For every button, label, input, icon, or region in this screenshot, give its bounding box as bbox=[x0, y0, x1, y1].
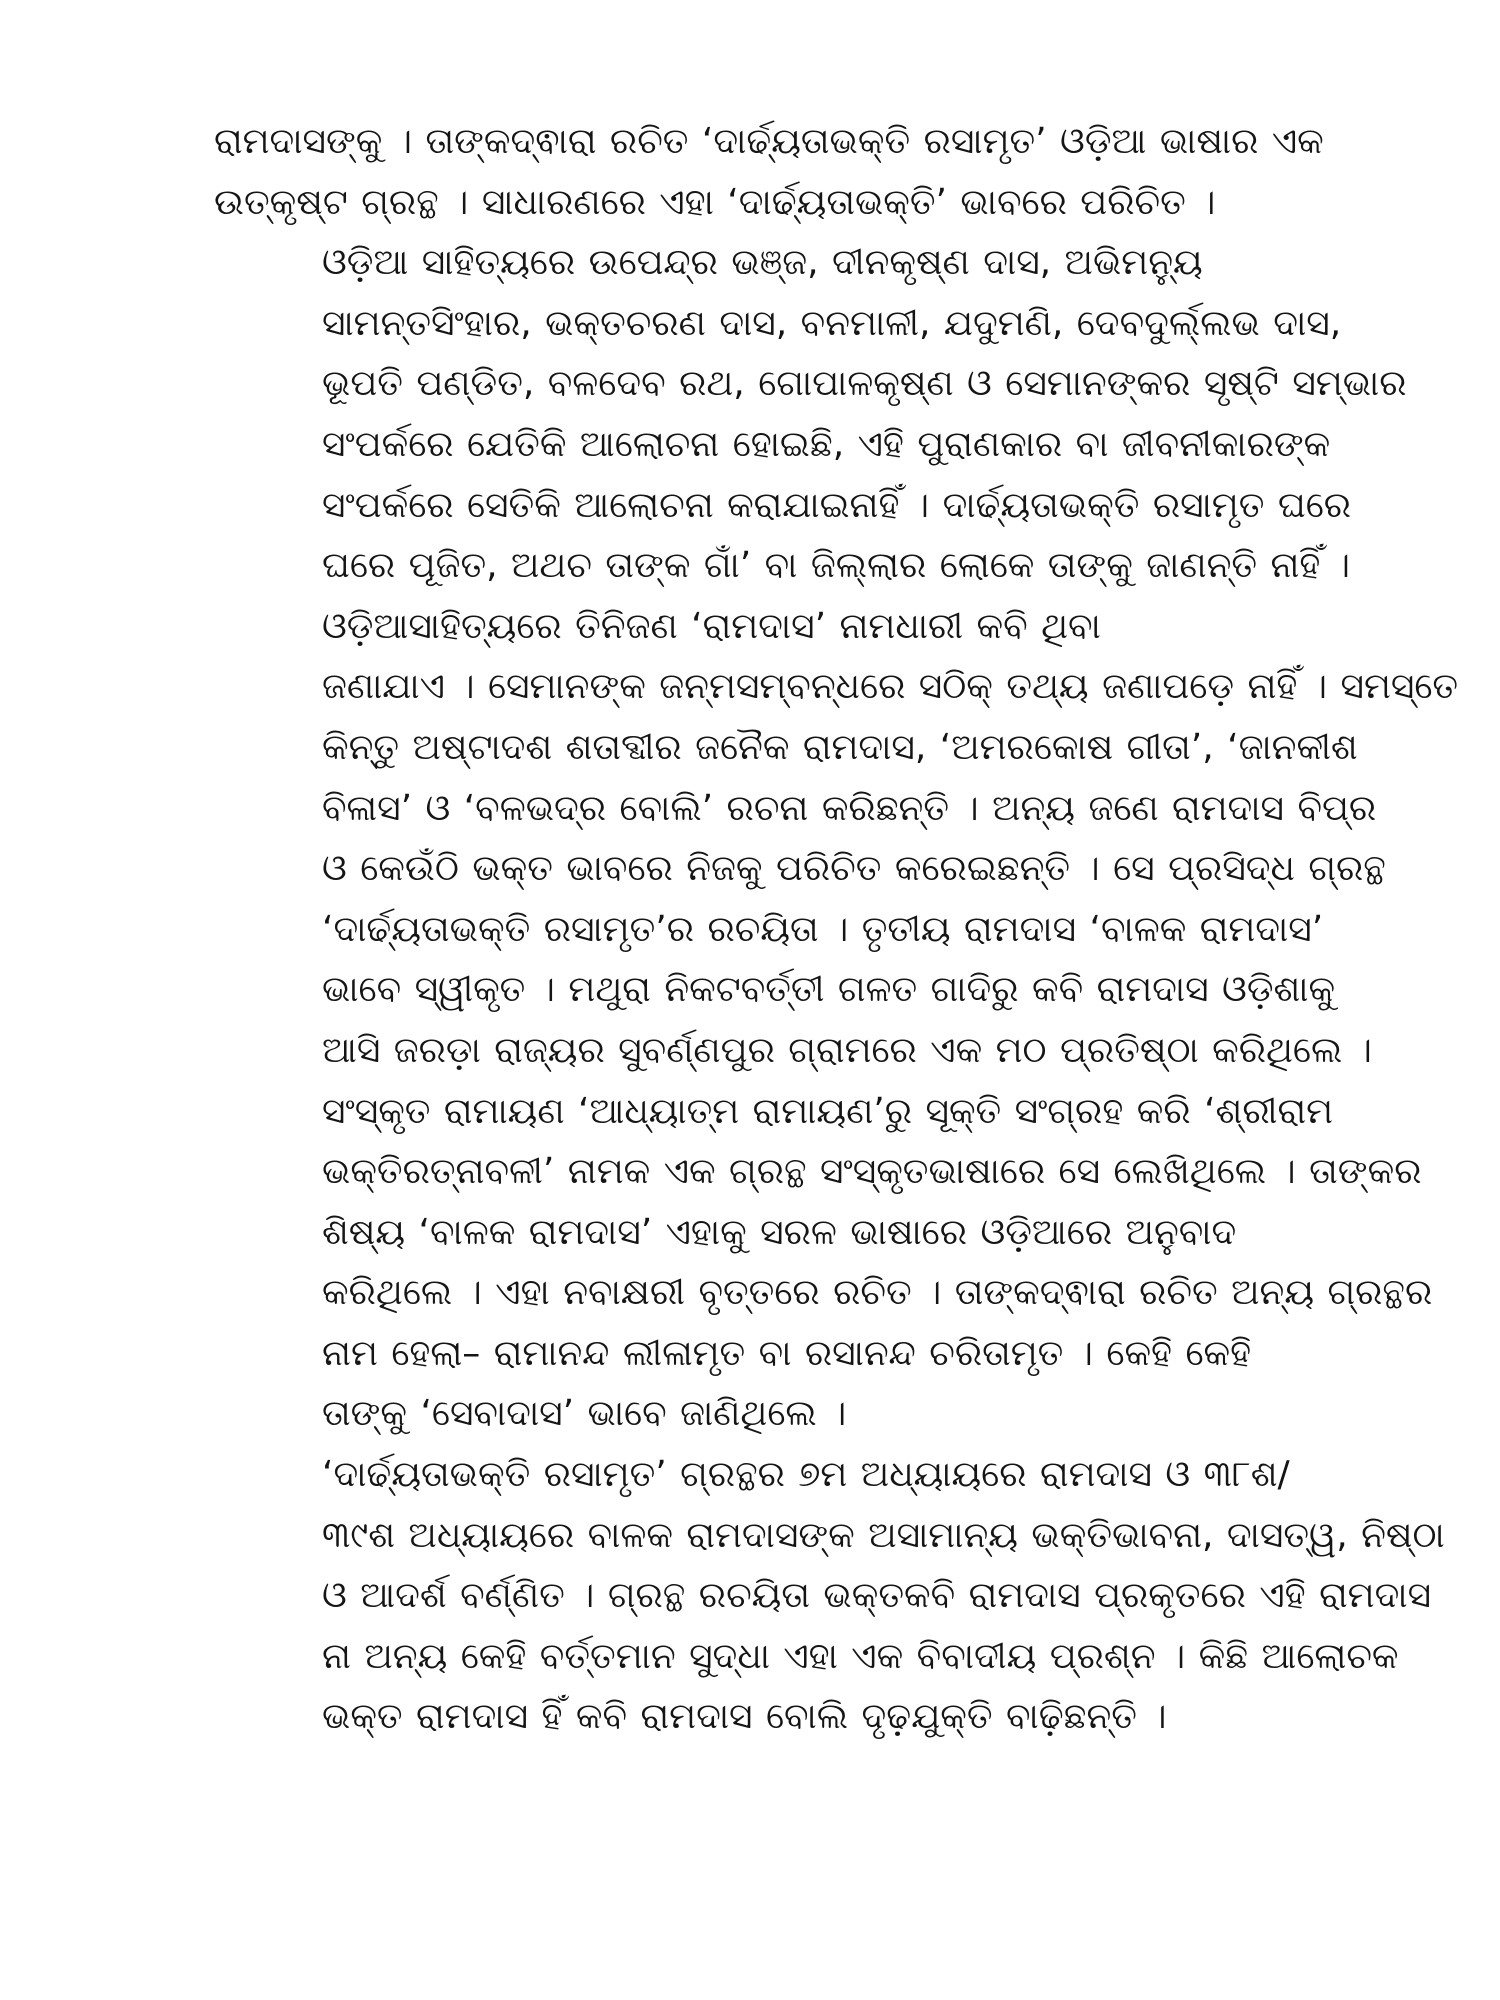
text-line: ବିଳାସ’ ଓ ‘ବଳଭଦ୍ର ବୋଲି’ ରଚନା କରିଛନ୍ତି । ଅନ୍ୟ ଜଣେ ରାମଦାସ ବିପ୍ର bbox=[322, 787, 1377, 829]
text-line: ଓ କେଉଁଠି ଭକ୍ତ ଭାବରେ ନିଜକୁ ପରିଚିତ କରେଇଛନ୍ତି । ସେ ପ୍ରସିଦ୍ଧ ଗ୍ରନ୍ଥ bbox=[322, 848, 1386, 890]
paragraph-4 bbox=[214, 1445, 1445, 1748]
text-line: ଆସି ଜରଡ଼ା ରାଜ୍ୟର ସୁବର୍ଣ୍ଣପୁର ଗ୍ରାମରେ ଏକ ମଠ ପ୍ରତିଷ୍ଠା କରିଥିଲେ । bbox=[322, 1029, 1372, 1071]
paragraph-3 bbox=[214, 597, 1459, 1445]
text-line: ଜଣାଯାଏ । ସେମାନଙ୍କ ଜନ୍ମସମ୍ବନ୍ଧରେ ସଠିକ୍ ତଥ୍ୟ ଜଣାପଡ଼େ ନାହିଁ । ସମସ୍ତେ bbox=[322, 666, 1459, 708]
text-line: ଭୂପତି ପଣ୍ଡିତ, ବଳଦେବ ରଥ, ଗୋପାଳକୃଷ୍ଣ ଓ ସେମାନଙ୍କର ସୃଷ୍ଟି ସମ୍ଭାର bbox=[322, 363, 1407, 405]
text-line: କରିଥିଲେ । ଏହା ନବାକ୍ଷରୀ ବୃତ୍ତରେ ରଚିତ । ତାଙ୍କଦ୍ଵାରା ରଚିତ ଅନ୍ୟ ଗ୍ରନ୍ଥର bbox=[322, 1272, 1433, 1314]
text-line: ଶିଷ୍ୟ ‘ବାଳକ ରାମଦାସ’ ଏହାକୁ ସରଳ ଭାଷାରେ ଓଡ଼ିଆରେ ଅନୁବାଦ bbox=[322, 1211, 1237, 1253]
body-text bbox=[214, 112, 1459, 1748]
text-line: ଭାବେ ସ୍ୱୀକୃତ । ମଥୁରା ନିକଟବର୍ତ୍ତୀ ଗଳତ ଗାଦିରୁ କବି ରାମଦାସ ଓଡ଼ିଶାକୁ bbox=[322, 969, 1336, 1011]
text-line: ଓଡ଼ିଆସାହିତ୍ୟରେ ତିନିଜଣ ‘ରାମଦାସ’ ନାମଧାରୀ କବି ଥିବା bbox=[322, 605, 1101, 647]
text-line: ଓଡ଼ିଆ ସାହିତ୍ୟରେ ଉପେନ୍ଦ୍ର ଭଞ୍ଜ, ଦୀନକୃଷ୍ଣ ଦାସ, ଅଭିମନ୍ୟୁ bbox=[322, 242, 1203, 284]
text-line: ‘ଦାର୍ଢ୍ୟତାଭକ୍ତି ରସାମୃତ’ର ରଚୟିତା । ତୃତୀୟ ରାମଦାସ ‘ବାଳକ ରାମଦାସ’ bbox=[322, 908, 1324, 950]
text-line: ଭକ୍ତିରତ୍ନାବଳୀ’ ନାମକ ଏକ ଗ୍ରନ୍ଥ ସଂସ୍କୃତଭାଷାରେ ସେ ଲେଖିଥିଲେ । ତାଙ୍କର bbox=[322, 1151, 1422, 1193]
text-line: କିନ୍ତୁ ଅଷ୍ଟାଦଶ ଶତାବ୍ଦୀର ଜନୈକ ରାମଦାସ, ‘ଅମରକୋଷ ଗୀତା’, ‘ଜାନକୀଶ bbox=[322, 726, 1358, 768]
text-line: ସଂପର୍କରେ ଯେତିକି ଆଲୋଚନା ହୋଇଛି, ଏହି ପୁରାଣକାର ବା ଜୀବନୀକାରଙ୍କ bbox=[322, 423, 1331, 465]
text-line: ନାମ ହେଲା– ରାମାନନ୍ଦ ଲୀଳାମୃତ ବା ରସାନନ୍ଦ ଚରିତାମୃତ । କେହି କେହି bbox=[322, 1332, 1252, 1374]
text-line: ଉତ୍କୃଷ୍ଟ ଗ୍ରନ୍ଥ । ସାଧାରଣରେ ଏହା ‘ଦାର୍ଢ୍ୟତାଭକ୍ତି’ ଭାବରେ ପରିଚିତ । bbox=[214, 181, 1216, 223]
text-line: ‘ଦାର୍ଢ୍ୟତାଭକ୍ତି ରସାମୃତ’ ଗ୍ରନ୍ଥର ୭ମ ଅଧ୍ୟାୟରେ ରାମଦାସ ଓ ୩୮ଶ/ bbox=[322, 1454, 1290, 1496]
paragraph-1 bbox=[214, 112, 1324, 233]
text-line: ରାମଦାସଙ୍କୁ । ତାଙ୍କଦ୍ଵାରା ରଚିତ ‘ଦାର୍ଢ୍ୟତାଭକ୍ତି ରସାମୃତ’ ଓଡ଼ିଆ ଭାଷାର ଏକ bbox=[214, 121, 1324, 162]
text-line: ଘରେ ପୂଜିତ, ଅଥଚ ତାଙ୍କ ଗାଁ’ ବା ଜିଲ୍ଲାର ଲୋକେ ତାଙ୍କୁ ଜାଣନ୍ତି ନାହିଁ । bbox=[322, 545, 1351, 587]
text-line: ତାଙ୍କୁ ‘ସେବାଦାସ’ ଭାବେ ଜାଣିଥିଲେ । bbox=[322, 1393, 847, 1435]
text-line: ଓ ଆଦର୍ଶ ବର୍ଣ୍ଣିତ । ଗ୍ରନ୍ଥ ରଚୟିତା ଭକ୍ତକବି ରାମଦାସ ପ୍ରକୃତରେ ଏହି ରାମଦାସ bbox=[322, 1575, 1432, 1617]
text-line: ୩୯ଶ ଅଧ୍ୟାୟରେ ବାଳକ ରାମଦାସଙ୍କ ଅସାମାନ୍ୟ ଭକ୍ତିଭାବନା, ଦାସତ୍ୱ, ନିଷ୍ଠା bbox=[322, 1514, 1445, 1556]
paragraph-2 bbox=[214, 233, 1407, 597]
text-line: ସଂପର୍କରେ ସେତିକି ଆଲୋଚନା କରାଯାଇନାହିଁ । ଦାର୍ଢ୍ୟତାଭକ୍ତି ରସାମୃତ ଘରେ bbox=[322, 484, 1352, 526]
text-line: ସାମନ୍ତସିଂହାର, ଭକ୍ତଚରଣ ଦାସ, ବନମାଳୀ, ଯଦୁମଣି, ଦେବଦୁର୍ଲ୍ଲଭ ଦାସ, bbox=[322, 302, 1342, 344]
text-line: ସଂସ୍କୃତ ରାମାୟଣ ‘ଆଧ୍ୟାତ୍ମ ରାମାୟଣ’ରୁ ସୂକ୍ତି ସଂଗ୍ରହ କରି ‘ଶ୍ରୀରାମ bbox=[322, 1090, 1334, 1132]
text-line: ଭକ୍ତ ରାମଦାସ ହିଁ କବି ରାମଦାସ ବୋଲି ଦୃଢ଼ଯୁକ୍ତି ବାଢ଼ିଛନ୍ତି । bbox=[322, 1696, 1167, 1738]
text-line: ନା ଅନ୍ୟ କେହି ବର୍ତ୍ତମାନ ସୁଦ୍ଧା ଏହା ଏକ ବିବାଦୀୟ ପ୍ରଶ୍ନ । କିଛି ଆଲୋଚକ bbox=[322, 1635, 1399, 1677]
